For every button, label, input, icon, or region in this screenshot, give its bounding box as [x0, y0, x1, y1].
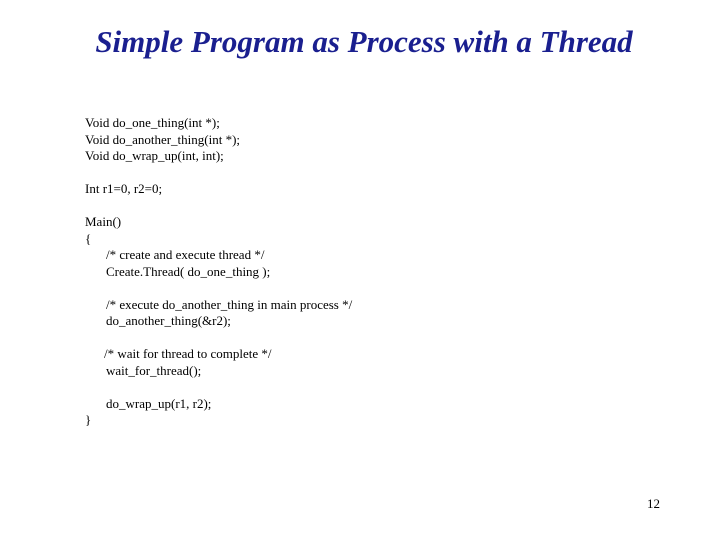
code-line-decl-2: Void do_another_thing(int *); — [85, 131, 241, 147]
code-line-main-signature: Main() — [85, 214, 122, 229]
code-spacer — [85, 280, 352, 297]
code-spacer — [85, 379, 352, 396]
code-line-comment-create: /* create and execute thread */ — [106, 247, 265, 262]
code-line-close-brace: } — [85, 412, 92, 427]
slide-title: Simple Program as Process with a Thread — [95, 24, 633, 59]
code-line-globals: Int r1=0, r2=0; — [85, 181, 163, 196]
code-line-open-brace: { — [85, 230, 92, 246]
code-spacer — [85, 165, 352, 182]
code-spacer — [85, 198, 352, 215]
code-line-create-call: Create.Thread( do_one_thing ); — [106, 263, 271, 279]
page-number: 12 — [647, 496, 660, 511]
code-line-another-call: do_another_thing(&r2); — [106, 313, 231, 328]
code-line-wait-call: wait_for_thread(); — [106, 362, 202, 378]
code-line-comment-wait: /* wait for thread to complete */ — [104, 346, 272, 361]
code-spacer — [85, 330, 352, 347]
code-line-comment-execute: /* execute do_another_thing in main process */ — [106, 296, 353, 312]
code-line-wrap-call: do_wrap_up(r1, r2); — [106, 395, 212, 411]
code-block — [85, 115, 352, 429]
code-line-decl-3: Void do_wrap_up(int, int); — [85, 148, 224, 163]
code-line-decl-1: Void do_one_thing(int *); — [85, 115, 220, 130]
